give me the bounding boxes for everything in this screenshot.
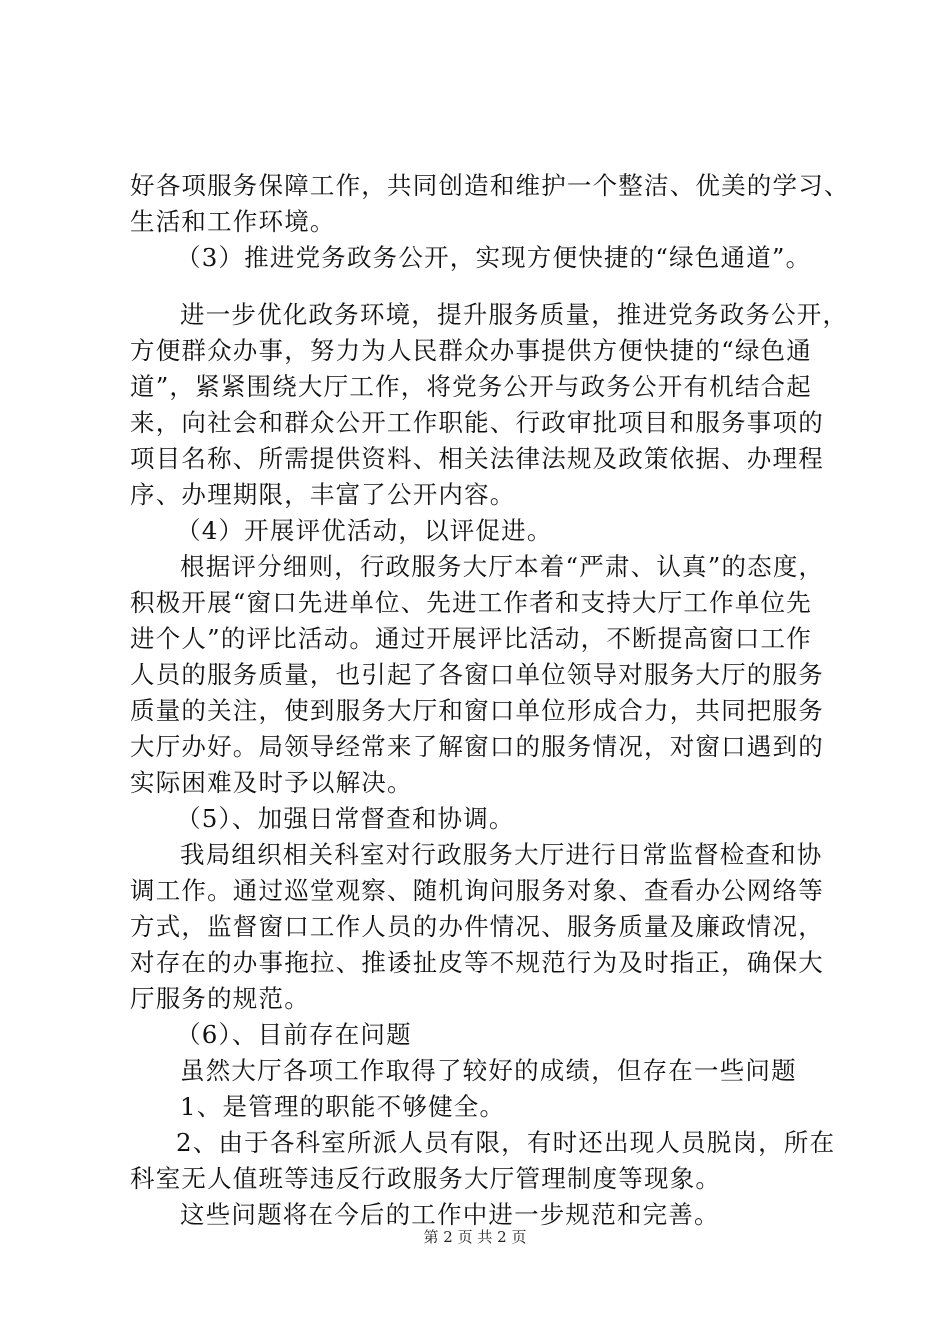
section-heading: （3）推进党务政务公开，实现方便快捷的“绿色通道”。 bbox=[176, 243, 812, 272]
text-line: 人员的服务质量，也引起了各窗口单位领导对服务大厅的服务 bbox=[130, 660, 824, 689]
text-line: 项目名称、所需提供资料、相关法律法规及政策依据、办理程 bbox=[130, 444, 824, 473]
text-line: 调工作。通过巡堂观察、随机询问服务对象、查看办公网络等 bbox=[130, 876, 824, 905]
text-line: 对存在的办事拖拉、推诿扯皮等不规范行为及时指正，确保大 bbox=[130, 948, 824, 977]
text-line: 这些问题将在今后的工作中进一步规范和完善。 bbox=[180, 1200, 720, 1229]
text-line: 积极开展“窗口先进单位、先进工作者和支持大厅工作单位先 bbox=[130, 588, 812, 617]
text-line: 2、由于各科室所派人员有限，有时还出现人员脱岗，所在 bbox=[176, 1128, 836, 1157]
text-line: 我局组织相关科室对行政服务大厅进行日常监督检查和协 bbox=[180, 840, 823, 869]
text-line: 生活和工作环境。 bbox=[130, 207, 336, 236]
text-line: 来，向社会和群众公开工作职能、行政审批项目和服务事项的 bbox=[130, 408, 824, 437]
text-line: 根据评分细则，行政服务大厅本着“严肃、认真”的态度， bbox=[180, 552, 825, 581]
text-line: 1、是管理的职能不够健全。 bbox=[180, 1092, 506, 1121]
text-line: 序、办理期限，丰富了公开内容。 bbox=[130, 480, 516, 509]
text-line: 厅服务的规范。 bbox=[130, 984, 310, 1013]
text-line: 虽然大厅各项工作取得了较好的成绩，但存在一些问题 bbox=[180, 1056, 797, 1085]
text-line: 质量的关注，使到服务大厅和窗口单位形成合力，共同把服务 bbox=[130, 696, 824, 725]
text-line: 道”，紧紧围绕大厅工作，将党务公开与政务公开有机结合起 bbox=[130, 372, 812, 401]
text-line: 方便群众办事，努力为人民群众办事提供方便快捷的“绿色通 bbox=[130, 336, 812, 365]
text-line: 实际困难及时予以解决。 bbox=[130, 768, 413, 797]
text-line: 方式，监督窗口工作人员的办件情况、服务质量及廉政情况， bbox=[130, 912, 824, 941]
section-heading: （6）、目前存在问题 bbox=[176, 1020, 412, 1049]
text-line: 进个人”的评比活动。通过开展评比活动，不断提高窗口工作 bbox=[130, 624, 812, 653]
text-line: 进一步优化政务环境，提升服务质量，推进党务政务公开， bbox=[180, 300, 849, 329]
page-footer: 第 2 页 共 2 页 bbox=[423, 1228, 527, 1246]
text-line: 大厅办好。局领导经常来了解窗口的服务情况，对窗口遇到的 bbox=[130, 732, 824, 761]
text-line: 科室无人值班等违反行政服务大厅管理制度等现象。 bbox=[130, 1164, 722, 1193]
section-heading: （5）、加强日常督查和协调。 bbox=[176, 804, 515, 833]
section-heading: （4）开展评优活动，以评促进。 bbox=[176, 516, 553, 545]
text-line: 好各项服务保障工作，共同创造和维护一个整洁、优美的学习、 bbox=[130, 171, 850, 200]
